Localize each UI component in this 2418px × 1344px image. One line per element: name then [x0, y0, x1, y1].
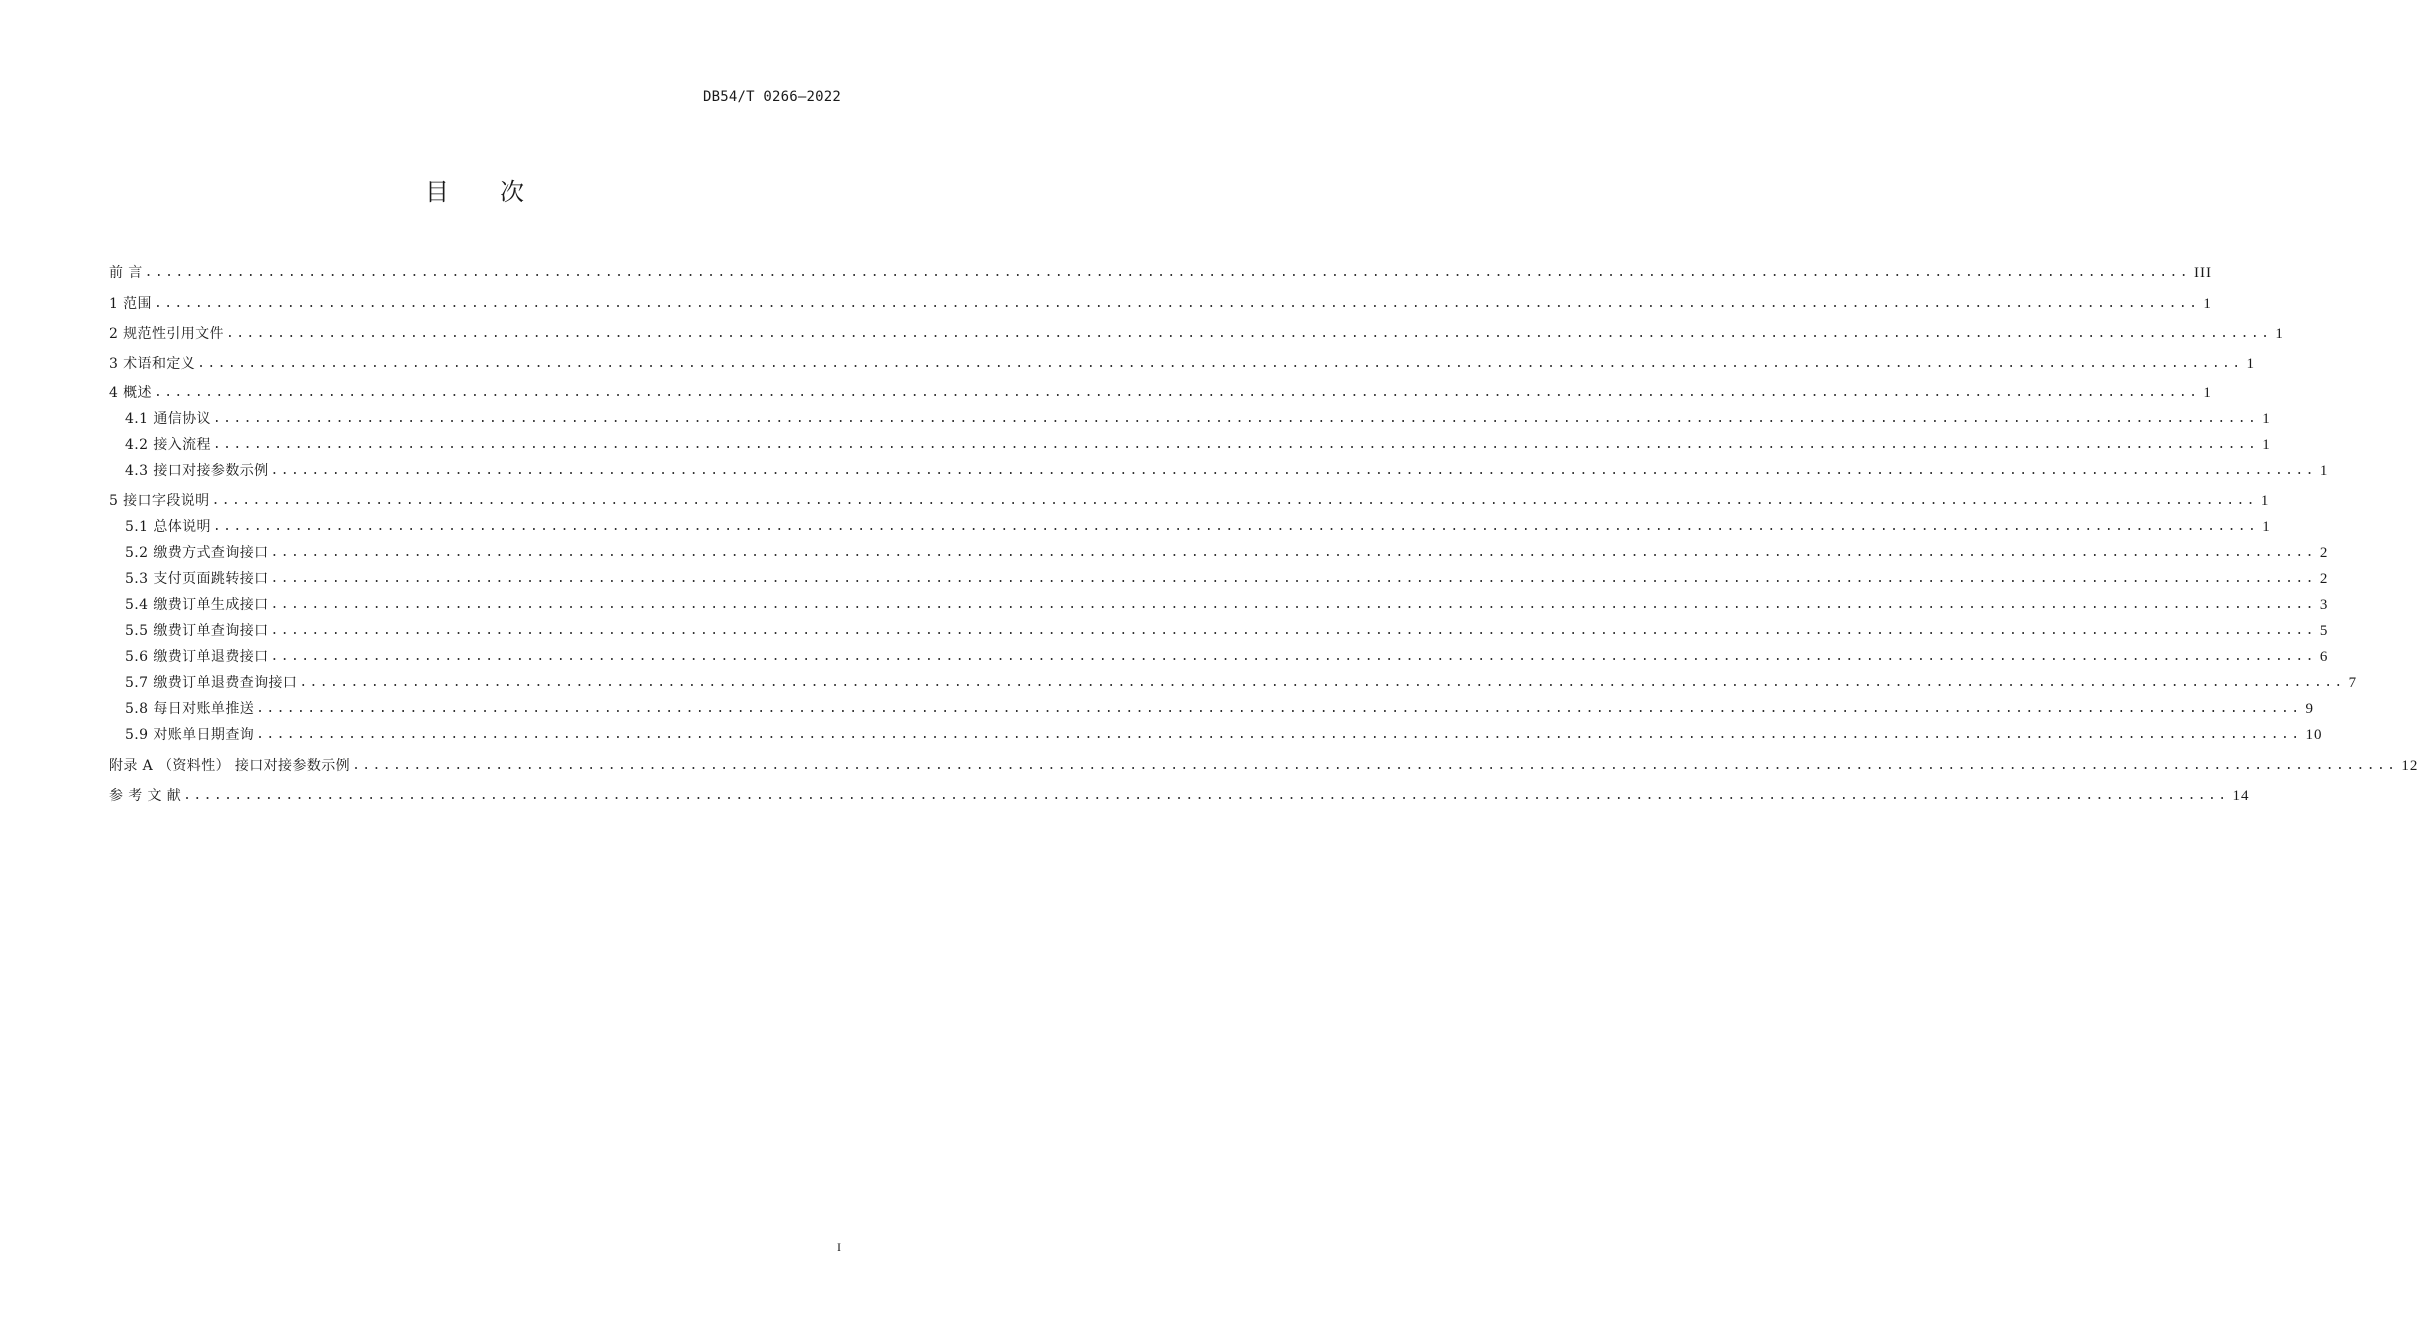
- toc-entry[interactable]: [125, 460, 2329, 482]
- toc-entry-page: 6: [2319, 649, 2329, 665]
- document-code: DB54/T 0266—2022: [702, 89, 841, 105]
- toc-dot-leader: ........................................................................................................................................................................................................: [256, 727, 2302, 742]
- toc-entry-label: 2 规范性引用文件: [109, 326, 224, 342]
- toc-dot-leader: ........................................................................................................................................................................................................: [153, 296, 2200, 311]
- toc-entry[interactable]: [109, 382, 2212, 404]
- toc-entry-page: 1: [2319, 463, 2329, 479]
- toc-entry-label: 4.3 接口对接参数示例: [125, 463, 269, 479]
- toc-entry-label: 5.9 对账单日期查询: [125, 727, 255, 743]
- toc-dot-leader: ........................................................................................................................................................................................................: [352, 758, 2398, 773]
- toc-entry-page: 1: [2246, 356, 2256, 372]
- toc-entry[interactable]: [125, 516, 2271, 538]
- toc-entry-page: 1: [2275, 326, 2284, 342]
- toc-entry-page: 1: [2262, 411, 2271, 427]
- toc-entry-page: 5: [2319, 623, 2329, 639]
- toc-entry-page: 9: [2305, 701, 2314, 717]
- toc-dot-leader: ........................................................................................................................................................................................................: [270, 545, 2316, 560]
- toc-entry-page: 12: [2401, 758, 2418, 774]
- toc-entry-label: 4.2 接入流程: [125, 437, 211, 453]
- toc-entry-label: 5.3 支付页面跳转接口: [125, 571, 269, 587]
- toc-dot-leader: ........................................................................................................................................................................................................: [197, 356, 2243, 371]
- toc-entry[interactable]: [109, 755, 2418, 777]
- toc-entry-page: 1: [2203, 385, 2212, 401]
- toc-dot-leader: ........................................................................................................................................................................................................: [256, 701, 2302, 716]
- toc-entry-page: 10: [2305, 727, 2323, 743]
- toc-dot-leader: ........................................................................................................................................................................................................: [270, 571, 2316, 586]
- toc-dot-leader: ........................................................................................................................................................................................................: [270, 463, 2316, 478]
- toc-entry-label: 附录 A （资料性） 接口对接参数示例: [109, 758, 351, 774]
- toc-entry-label: 参 考 文 献: [109, 788, 182, 804]
- toc-entry[interactable]: [125, 646, 2329, 668]
- toc-dot-leader: ........................................................................................................................................................................................................: [144, 265, 2190, 280]
- toc-entry[interactable]: [109, 293, 2212, 315]
- toc-entry-label: 5.2 缴费方式查询接口: [125, 545, 269, 561]
- toc-entry-page: 7: [2348, 675, 2358, 691]
- toc-entry-page: 2: [2319, 571, 2329, 587]
- toc-entry-label: 5.4 缴费订单生成接口: [125, 597, 269, 613]
- toc-entry[interactable]: [125, 408, 2271, 430]
- page-title: 目 次: [425, 178, 525, 206]
- toc-entry-page: 1: [2262, 437, 2271, 453]
- toc-entry-label: 5.5 缴费订单查询接口: [125, 623, 269, 639]
- toc-entry[interactable]: [125, 568, 2329, 590]
- toc-entry-label: 5.8 每日对账单推送: [125, 701, 255, 717]
- toc-entry-label: 3 术语和定义: [109, 356, 196, 372]
- toc-entry[interactable]: [125, 542, 2329, 564]
- toc-dot-leader: ........................................................................................................................................................................................................: [183, 788, 2229, 803]
- toc-entry-page: 1: [2262, 519, 2271, 535]
- toc-entry-page: 14: [2232, 788, 2250, 804]
- toc-dot-leader: ........................................................................................................................................................................................................: [212, 437, 2259, 452]
- toc-entry-label: 4 概述: [109, 385, 152, 401]
- toc-entry-label: 5 接口字段说明: [109, 493, 210, 509]
- toc-dot-leader: ........................................................................................................................................................................................................: [270, 649, 2316, 664]
- toc-entry-label: 前 言: [109, 265, 143, 281]
- toc-entry-page: 3: [2319, 597, 2329, 613]
- toc-dot-leader: ........................................................................................................................................................................................................: [225, 326, 2272, 341]
- toc-entry-page: 2: [2319, 545, 2329, 561]
- toc-entry-label: 5.1 总体说明: [125, 519, 211, 535]
- toc-entry[interactable]: [109, 490, 2270, 512]
- toc-dot-leader: ........................................................................................................................................................................................................: [211, 493, 2257, 508]
- toc-dot-leader: ........................................................................................................................................................................................................: [212, 411, 2259, 426]
- toc-entry[interactable]: [109, 262, 2212, 284]
- toc-entry[interactable]: [125, 672, 2358, 694]
- toc-entry-label: 5.6 缴费订单退费接口: [125, 649, 269, 665]
- toc-dot-leader: ........................................................................................................................................................................................................: [299, 675, 2345, 690]
- toc-entry[interactable]: [125, 698, 2314, 720]
- toc-dot-leader: ........................................................................................................................................................................................................: [270, 597, 2316, 612]
- toc-dot-leader: ........................................................................................................................................................................................................: [212, 519, 2259, 534]
- toc-entry[interactable]: [125, 620, 2329, 642]
- toc-entry-page: 1: [2203, 296, 2212, 312]
- page-number: I: [837, 1240, 841, 1254]
- toc-dot-leader: ........................................................................................................................................................................................................: [270, 623, 2316, 638]
- toc-entry[interactable]: [109, 353, 2256, 375]
- toc-entry-page: III: [2194, 265, 2212, 281]
- toc-entry[interactable]: [125, 594, 2329, 616]
- toc-entry[interactable]: [125, 434, 2271, 456]
- toc-entry-label: 1 范围: [109, 296, 152, 312]
- toc-entry-label: 4.1 通信协议: [125, 411, 211, 427]
- toc-entry[interactable]: [109, 785, 2250, 807]
- toc-entry[interactable]: [125, 724, 2323, 746]
- toc-entry[interactable]: [109, 323, 2284, 345]
- toc-dot-leader: ........................................................................................................................................................................................................: [153, 385, 2200, 400]
- toc-entry-page: 1: [2260, 493, 2270, 509]
- toc-entry-label: 5.7 缴费订单退费查询接口: [125, 675, 298, 691]
